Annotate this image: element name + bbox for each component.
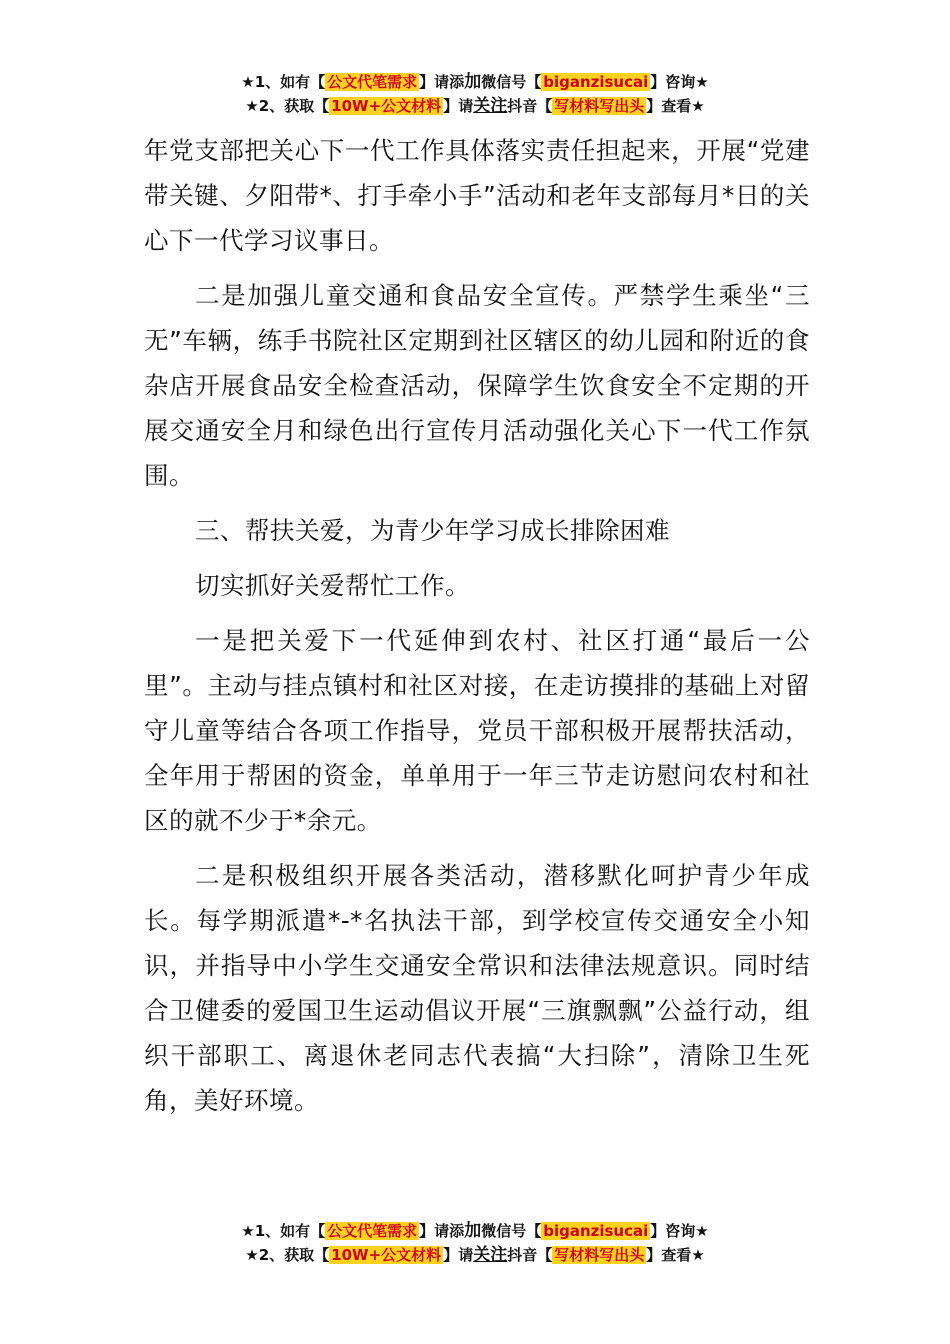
section-heading: 三、帮扶关爱，为青少年学习成长排除困难 xyxy=(195,516,670,545)
highlight-douyin: 写材料写出头 xyxy=(554,1246,645,1264)
paragraph: 一是把关爱下一代延伸到农村、社区打通“最后一公里”。主动与挂点镇村和社区对接，在走访摸排的基础上对留守儿童等结合各项工作指导，党员干部积极开展帮扶活动，全年用于帮困的资金，单单用于一年三节走访慰问农村和社区的就不少于*余元。 xyxy=(144,626,810,835)
highlight-materials: 10W+公文材料 xyxy=(331,1246,442,1264)
highlight-materials: 10W+公文材料 xyxy=(331,97,442,115)
paragraph: 年党支部把关心下一代工作具体落实责任担起来，开展“党建带关键、夕阳带*、打手牵小手”活动和老年支部每月*日的关心下一代学习议事日。 xyxy=(144,136,810,255)
highlight-service: 公文代笔需求 xyxy=(327,73,418,91)
paragraph: 二是加强儿童交通和食品安全宣传。严禁学生乘坐“三无”车辆，练手书院社区定期到社区辖区的幼儿园和附近的食杂店开展食品安全检查活动，保障学生饮食安全不定期的开展交通安全月和绿色出行宣传月活动强化关心下一代工作氛围。 xyxy=(144,281,810,490)
banner-line-2: ★2、获取【 10W+公文材料 】请关注抖音【 写材料写出头 】查看★ xyxy=(245,96,705,116)
banner-line-2: ★2、获取【 10W+公文材料 】请关注抖音【 写材料写出头 】查看★ xyxy=(245,1245,705,1265)
highlight-douyin: 写材料写出头 xyxy=(554,97,645,115)
highlight-service: 公文代笔需求 xyxy=(327,1222,418,1240)
banner-line-1: ★1、如有【 公文代笔需求 】请添加微信号【 biganzisucai 】咨询★ xyxy=(241,1221,709,1241)
banner-line-1: ★1、如有【 公文代笔需求 】请添加微信号【 biganzisucai 】咨询★ xyxy=(241,72,709,92)
document-body xyxy=(144,128,810,1133)
header-banner xyxy=(0,70,950,118)
highlight-wechat-id: biganzisucai xyxy=(543,1222,649,1240)
paragraph: 切实抓好关爱帮忙工作。 xyxy=(195,571,470,600)
highlight-wechat-id: biganzisucai xyxy=(543,73,649,91)
footer-banner xyxy=(0,1219,950,1267)
paragraph: 二是积极组织开展各类活动，潜移默化呵护青少年成长。每学期派遣*-*名执法干部，到学校宣传交通安全小知识，并指导中小学生交通安全常识和法律法规意识。同时结合卫健委的爱国卫生运动倡议开展“三旗飘飘”公益行动，组织干部职工、离退休老同志代表搞“大扫除”，清除卫生死角，美好环境。 xyxy=(144,861,810,1115)
